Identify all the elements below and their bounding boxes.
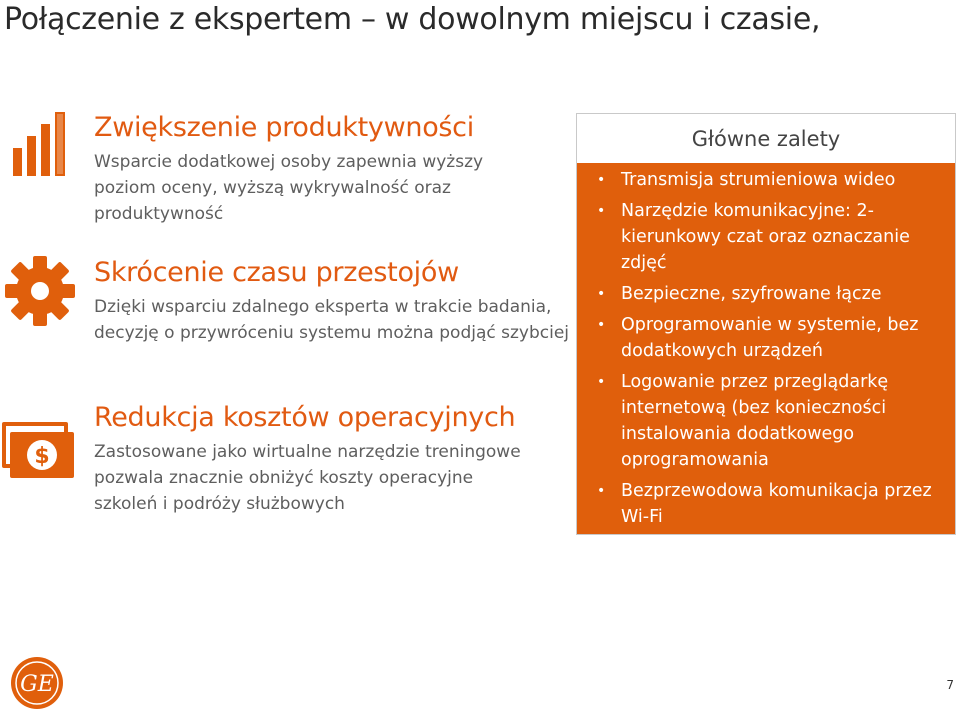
bullet-icon: • xyxy=(597,286,606,302)
list-item: • Bezprzewodowa komunikacja przez Wi-Fi xyxy=(597,478,941,530)
section-body: Wsparcie dodatkowej osoby zapewnia wyższy poziom oceny, wyższą wykrywalność oraz produktywność xyxy=(94,152,484,224)
logo-text: GE xyxy=(20,672,54,697)
section-body: Dzięki wsparciu zdalnego eksperta w trakcie badania, decyzję o przywróceniu systemu można podjąć szybciej xyxy=(94,297,570,343)
bullet-icon: • xyxy=(597,374,606,390)
section-downtime xyxy=(94,257,574,346)
bullet-icon: • xyxy=(597,483,606,499)
list-item: • Bezpieczne, szyfrowane łącze xyxy=(597,281,941,307)
bullet-icon: • xyxy=(597,172,606,188)
bar-chart-icon xyxy=(10,112,74,180)
money-bill-icon xyxy=(2,422,74,480)
gear-icon xyxy=(4,255,76,327)
section-productivity xyxy=(94,112,574,227)
list-item: • Narzędzie komunikacyjne: 2-kierunkowy czat oraz oznaczanie zdjęć xyxy=(597,198,941,276)
benefits-heading: Główne zalety xyxy=(691,126,841,151)
section-body: Zastosowane jako wirtualne narzędzie treningowe pozwala znacznie obniżyć koszty operacyjne szkoleń i podróży służbowych xyxy=(94,442,521,514)
benefits-list-panel xyxy=(577,163,955,534)
svg-text:$: $ xyxy=(34,444,50,469)
benefits-box xyxy=(576,113,956,535)
section-costs xyxy=(94,402,574,517)
section-heading: Zwiększenie produktywności xyxy=(94,112,474,143)
benefits-list xyxy=(597,167,941,530)
list-item: • Transmisja strumieniowa wideo xyxy=(597,167,941,193)
section-heading: Skrócenie czasu przestojów xyxy=(94,257,459,288)
page-title: Połączenie z ekspertem – w dowolnym miejscu i czasie, xyxy=(4,2,821,37)
page-number: 7 xyxy=(946,678,954,692)
bullet-icon: • xyxy=(597,317,606,333)
list-item: • Oprogramowanie w systemie, bez dodatkowych urządzeń xyxy=(597,312,941,364)
section-heading: Redukcja kosztów operacyjnych xyxy=(94,402,516,433)
bullet-icon: • xyxy=(597,203,606,219)
list-item: • Logowanie przez przeglądarkę internetową (bez konieczności instalowania dodatkowego oprogramowania xyxy=(597,369,941,473)
ge-logo-icon xyxy=(10,656,64,710)
